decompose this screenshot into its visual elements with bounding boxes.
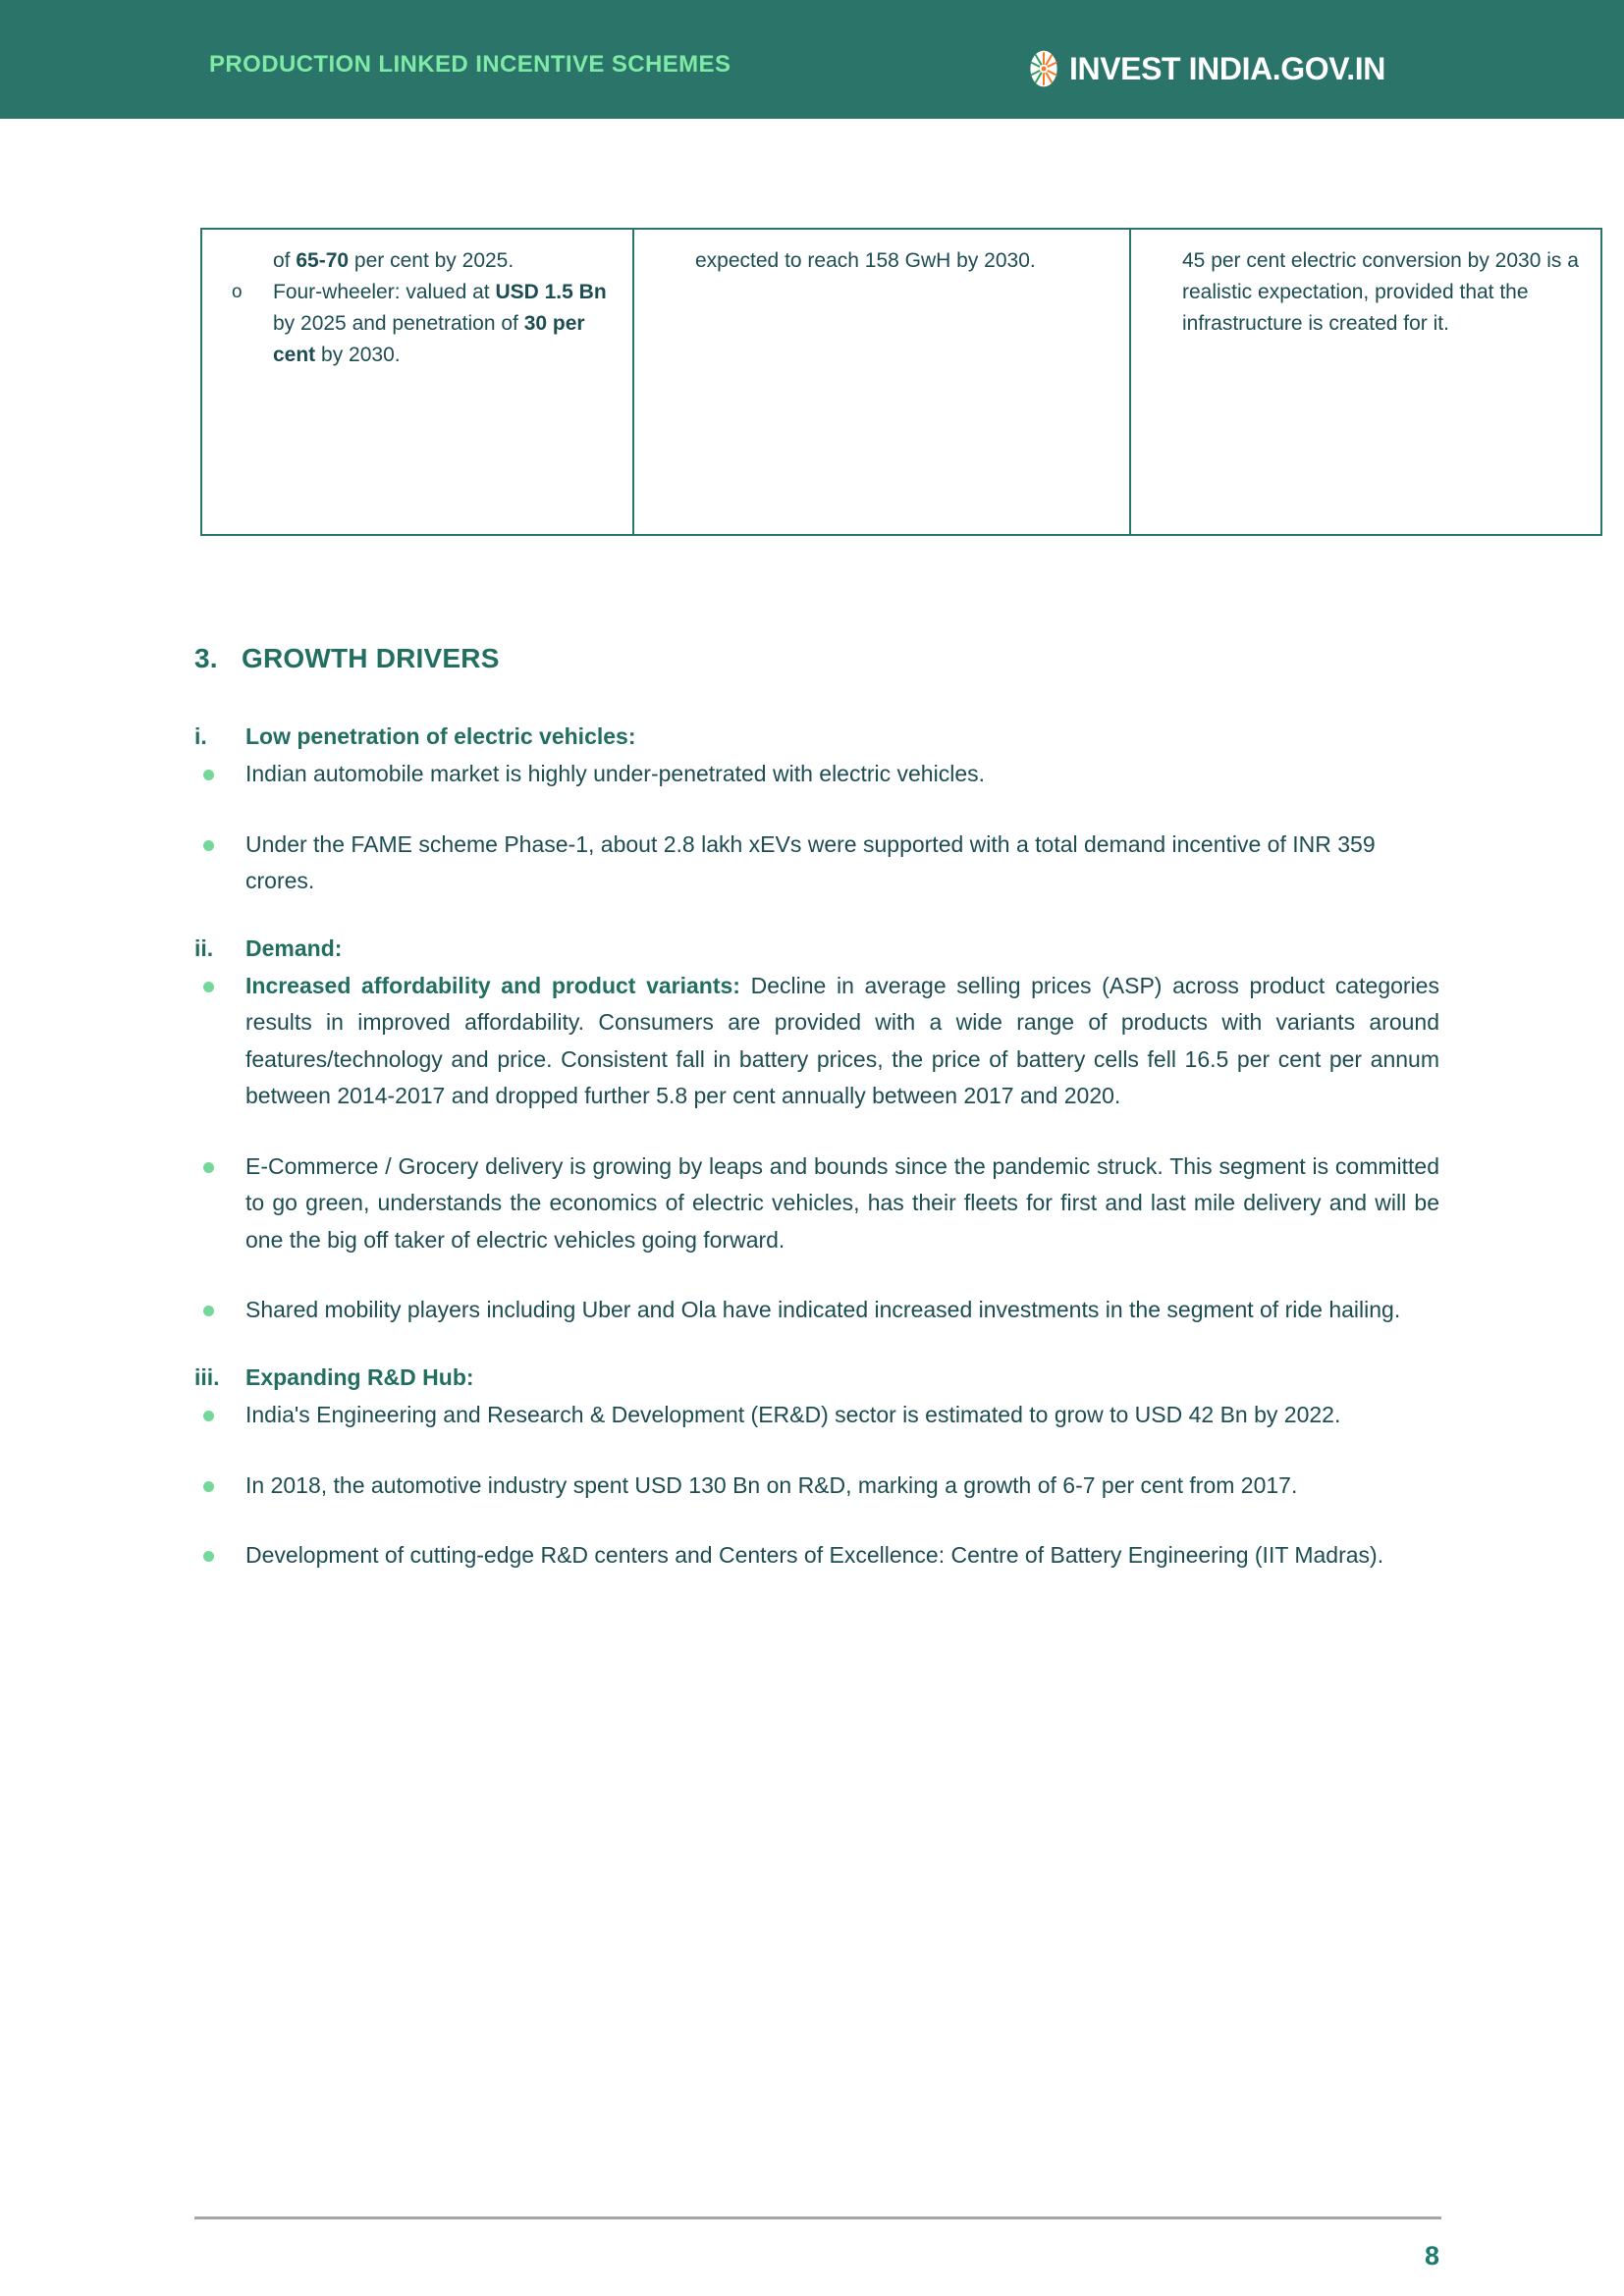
table-cell-capacity: expected to reach 158 GwH by 2030. (633, 229, 1130, 535)
page-title (194, 643, 500, 674)
list-item-text: Under the FAME scheme Phase-1, about 2.8 lakh xEVs were supported with a total demand incentive of INR 359 crores. (245, 830, 1376, 894)
table-cell-targets (201, 229, 633, 535)
list-item-lead: Increased affordability and product variants: (245, 972, 740, 998)
list-item (194, 1397, 1439, 1433)
list-item (194, 1292, 1439, 1328)
table-row (201, 229, 1601, 535)
section-title: GROWTH DRIVERS (242, 643, 500, 673)
list-item-text: Shared mobility players including Uber and Ola have indicated increased investments in the segment of ride hailing. (245, 1297, 1401, 1323)
growth-drivers-body (194, 721, 1439, 1604)
circle-bullet-marker: o (232, 281, 243, 302)
list-item-text: Development of cutting-edge R&D centers and Centers of Excellence: Centre of Battery Engineering (IIT Madras). (245, 1542, 1384, 1569)
list-item (194, 968, 1439, 1115)
subsection-heading-demand (194, 934, 1439, 964)
ashoka-chakra-icon (1024, 49, 1063, 88)
bullet-part-2: by 2025 and penetration of (273, 311, 524, 335)
list-item-text: India's Engineering and Research & Development (ER&D) sector is estimated to grow to USD 42 Bn by 2022. (245, 1402, 1341, 1428)
bullet-bold-1: USD 1.5 Bn (495, 280, 607, 303)
list-item (194, 827, 1439, 900)
ev-targets-table (200, 228, 1602, 536)
invest-india-logo (1024, 49, 1385, 88)
page-number: 8 (1424, 2241, 1439, 2270)
bullet-dot-icon (203, 982, 214, 992)
page-header-band (0, 0, 1624, 119)
logo-wordmark: INVEST INDIA.GOV.IN (1069, 51, 1385, 86)
subsection-numeral: iii. (194, 1363, 220, 1390)
para-suffix: per cent by 2025. (349, 249, 514, 272)
list-item (194, 1468, 1439, 1504)
list-item-text: Decline in average selling prices (ASP) across product categories results in improved affordability. Consumers are provided with a wide range of products with variants around features/technology and price. Consistent fall in battery prices, the price of battery cells fell 16.5 per cent per annum between 2014-2017 and dropped further 5.8 per cent annually between 2017 and 2020. (245, 972, 1439, 1109)
bullet-dot-icon (203, 1162, 214, 1173)
subsection-label: Low penetration of electric vehicles: (245, 723, 636, 749)
bullet-bold-2: 30 per cent (273, 311, 585, 366)
bullet-dot-icon (203, 1306, 214, 1316)
section-number: 3. (194, 643, 218, 673)
para-prefix: of (273, 249, 297, 272)
list-item (194, 1537, 1439, 1574)
table-cell-conversion: 45 per cent electric conversion by 2030 is a realistic expectation, provided that the infrastructure is created for it. (1130, 229, 1601, 535)
subsection-heading-low-penetration (194, 721, 1439, 752)
header-title: PRODUCTION LINKED INCENTIVE SCHEMES (209, 51, 731, 78)
para-bold-value: 65-70 (296, 249, 350, 272)
table-cell-para (212, 245, 619, 277)
list-item-text: In 2018, the automotive industry spent USD 130 Bn on R&D, marking a growth of 6-7 per cent from 2017. (245, 1471, 1298, 1498)
table-cell-bullet (212, 277, 619, 371)
subsection-numeral: i. (194, 723, 207, 749)
list-item-text: Indian automobile market is highly under-penetrated with electric vehicles. (245, 761, 986, 787)
subsection-heading-rd-hub (194, 1362, 1439, 1393)
subsection-numeral: ii. (194, 934, 214, 961)
subsection-label: Demand: (245, 934, 343, 961)
bullet-dot-icon (203, 770, 214, 780)
bullet-dot-icon (203, 840, 214, 851)
bullet-part-3: by 2030. (315, 343, 401, 366)
bullet-dot-icon (203, 1411, 214, 1421)
bullet-dot-icon (203, 1551, 214, 1562)
list-item-text: E-Commerce / Grocery delivery is growing by leaps and bounds since the pandemic struck. This segment is committed to go green, understands the economics of electric vehicles, has their fleets for first and last mile delivery and will be one the big off taker of electric vehicles going forward. (245, 1152, 1439, 1253)
list-item (194, 1148, 1439, 1258)
bullet-part-1: Four-wheeler: valued at (273, 280, 496, 303)
subsection-label: Expanding R&D Hub: (245, 1363, 474, 1390)
list-item (194, 756, 1439, 792)
footer-divider (194, 2216, 1441, 2219)
bullet-dot-icon (203, 1481, 214, 1492)
